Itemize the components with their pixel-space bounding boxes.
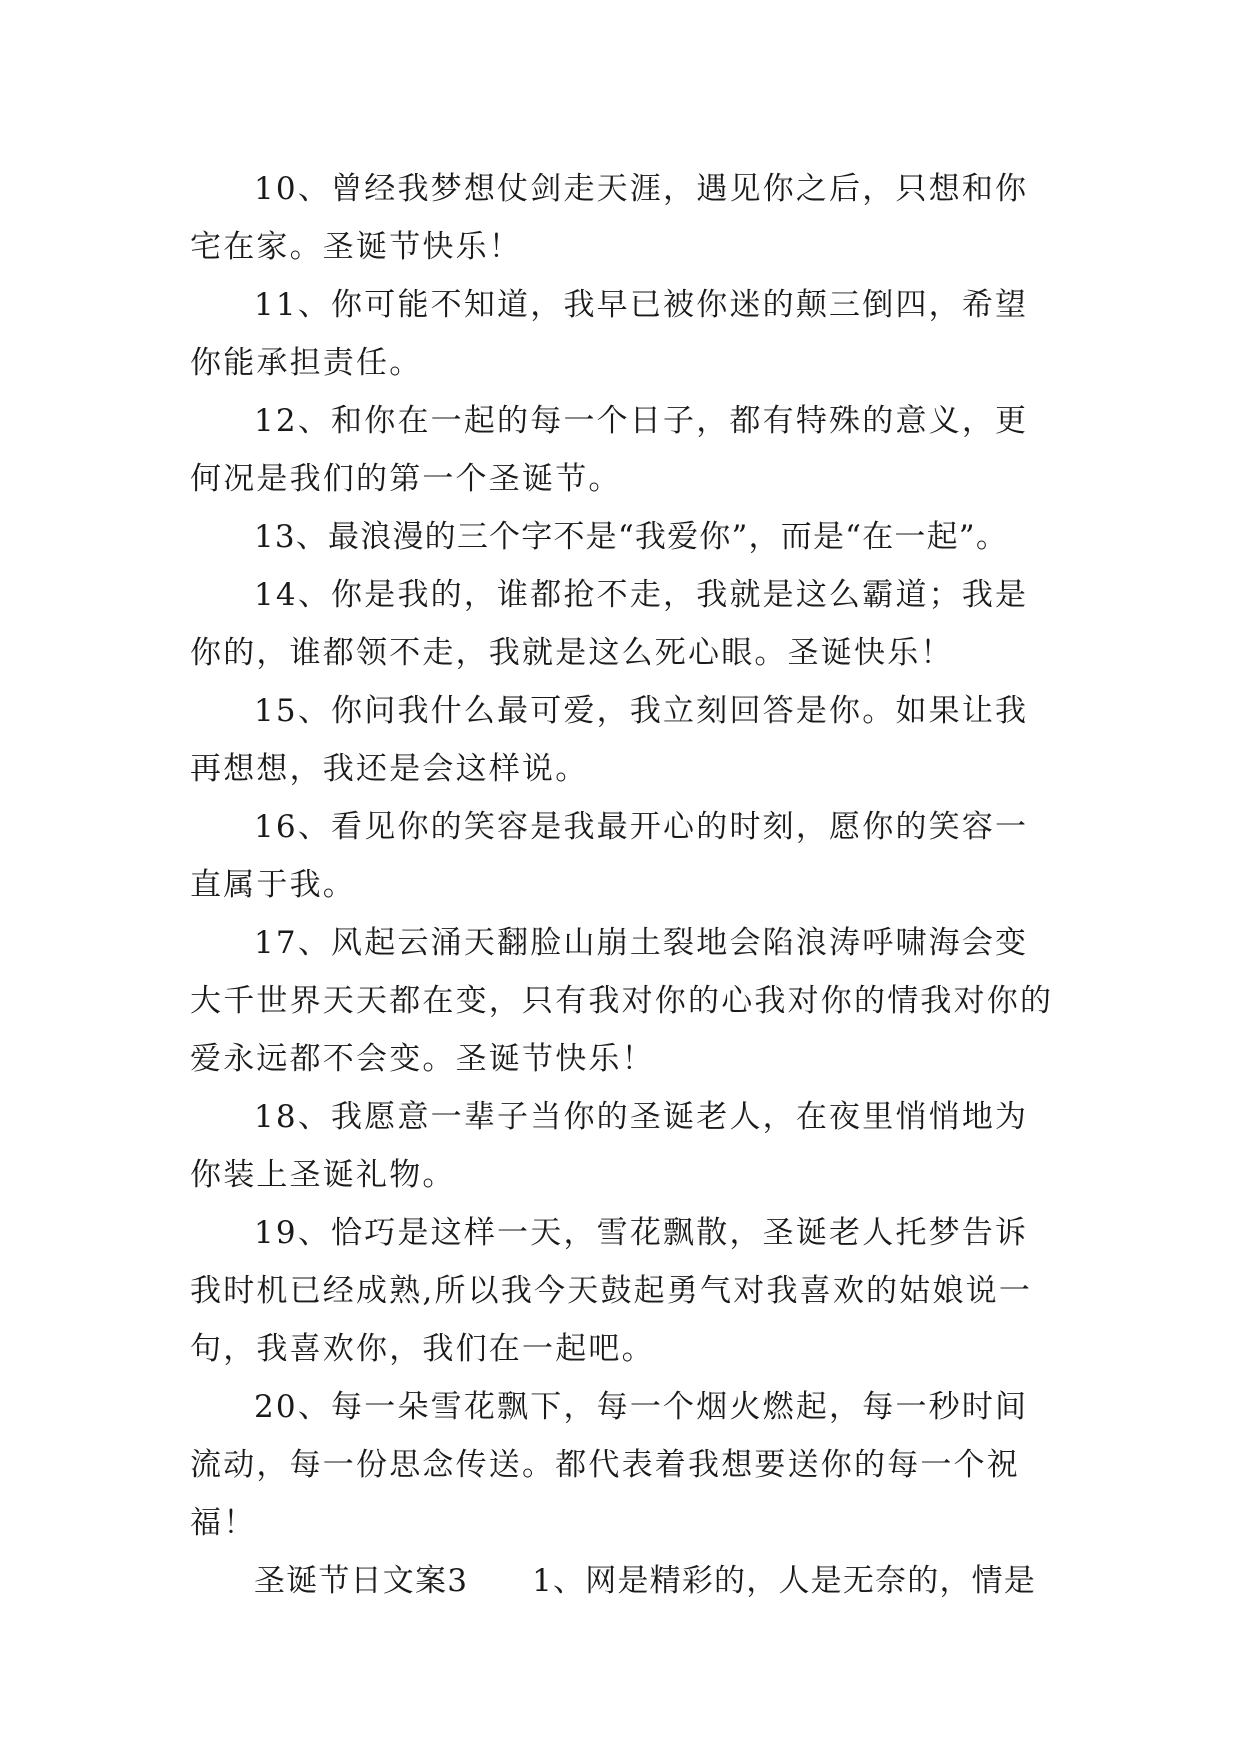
paragraph-20: 20、每一朵雪花飘下，每一个烟火燃起，每一秒时间流动，每一份思念传送。都代表着我想要送你的每一个祝福！ — [190, 1389, 1029, 1541]
paragraph-16: 16、看见你的笑容是我最开心的时刻，愿你的笑容一直属于我。 — [190, 809, 1029, 903]
paragraph-12: 12、和你在一起的每一个日子，都有特殊的意义，更何况是我们的第一个圣诞节。 — [190, 403, 1029, 497]
paragraph-11: 11、你可能不知道，我早已被你迷的颠三倒四，希望你能承担责任。 — [190, 287, 1029, 381]
section-line — [190, 1552, 1060, 1610]
paragraph-14: 14、你是我的，谁都抢不走，我就是这么霸道；我是你的，谁都领不走，我就是这么死心眼。圣诞快乐！ — [190, 577, 1029, 671]
paragraph-13: 13、最浪漫的三个字不是“我爱你”，而是“在一起”。 — [254, 519, 1009, 555]
paragraph-18: 18、我愿意一辈子当你的圣诞老人，在夜里悄悄地为你装上圣诞礼物。 — [190, 1099, 1029, 1193]
paragraph-10: 10、曾经我梦想仗剑走天涯，遇见你之后，只想和你宅在家。圣诞节快乐！ — [190, 171, 1029, 265]
section-first-item: 1、网是精彩的，人是无奈的，情是 — [532, 1563, 1037, 1599]
paragraph-19: 19、恰巧是这样一天，雪花飘散，圣诞老人托梦告诉我时机已经成熟,所以我今天鼓起勇气对我喜欢的姑娘说一句，我喜欢你，我们在一起吧。 — [190, 1215, 1033, 1367]
paragraph-17: 17、风起云涌天翻脸山崩土裂地会陷浪涛呼啸海会变大千世界天天都在变，只有我对你的心我对你的情我对你的爱永远都不会变。圣诞节快乐！ — [190, 925, 1054, 1077]
paragraph-15: 15、你问我什么最可爱，我立刻回答是你。如果让我再想想，我还是会这样说。 — [190, 693, 1029, 787]
section-heading: 圣诞节日文案3 — [254, 1563, 469, 1599]
document-body — [190, 160, 1060, 1610]
